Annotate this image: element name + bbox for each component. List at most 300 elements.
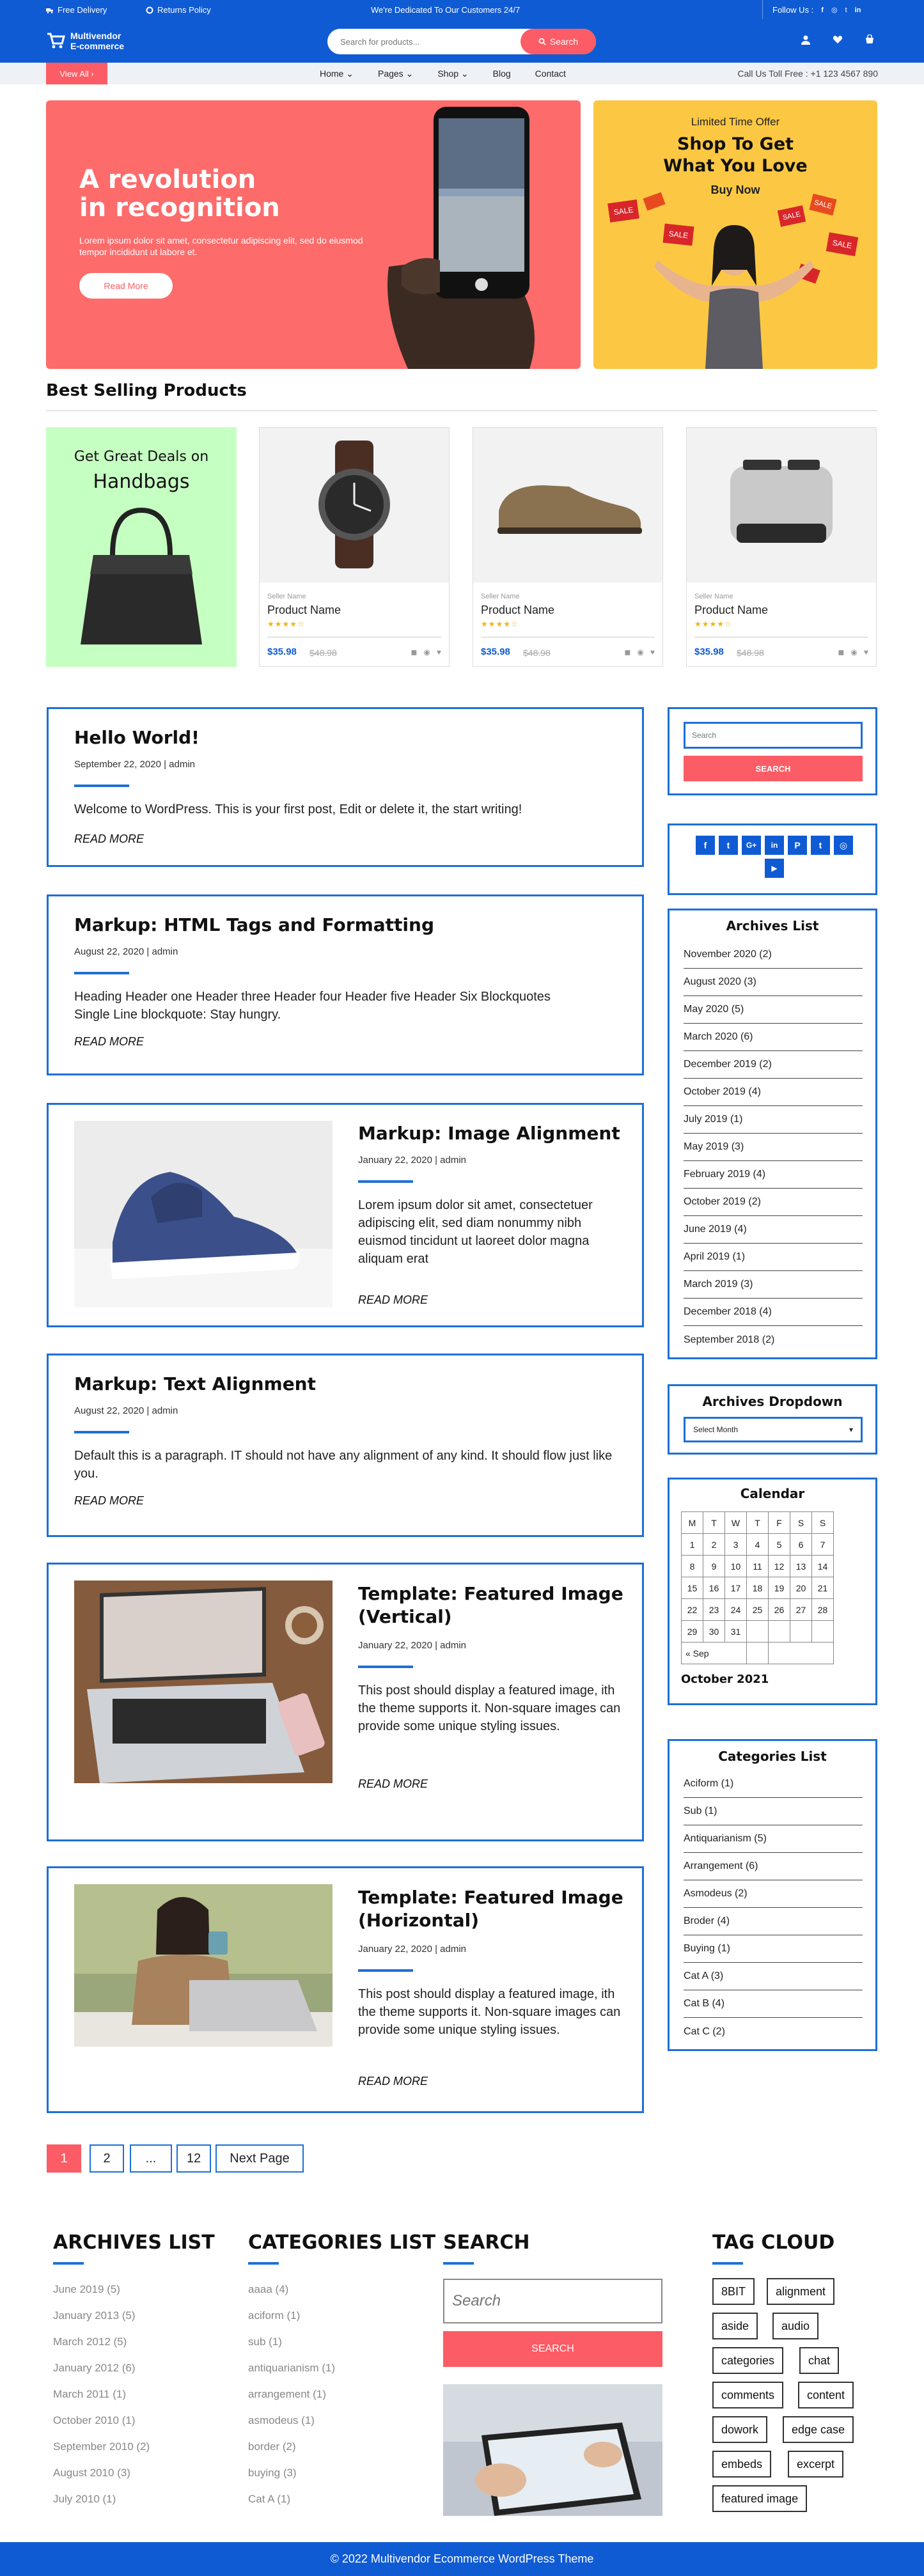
twitter-icon[interactable]: t (719, 836, 738, 855)
top-bar (0, 0, 924, 19)
calendar-day: 12 (769, 1556, 790, 1577)
seller-name[interactable]: Seller Name (267, 593, 306, 600)
eye-icon[interactable]: ◉ (423, 648, 430, 657)
footer-search-title: SEARCH (443, 2231, 530, 2254)
nav-bar (0, 63, 924, 84)
search-widget (668, 707, 877, 795)
divider (762, 0, 763, 19)
menu-home[interactable] (320, 68, 354, 79)
post-meta: January 22, 2020 | admin (358, 1640, 467, 1651)
footer-category-item[interactable]: asmodeus (1) (248, 2414, 315, 2426)
calendar-day: 13 (790, 1556, 812, 1577)
logo[interactable] (46, 31, 124, 51)
month-select-value: Select Month (693, 1425, 739, 1434)
weekday: S (790, 1512, 812, 1534)
calendar-day: 25 (747, 1599, 769, 1621)
tag-item[interactable]: embeds (712, 2451, 771, 2478)
category-item[interactable]: Buying (1) (684, 1935, 863, 1963)
footer-category-item[interactable]: buying (3) (248, 2467, 297, 2479)
toll-free: Call Us Toll Free : +1 123 4567 890 (737, 68, 878, 79)
logo-line1: Multivendor (70, 31, 121, 41)
watch-image (303, 441, 405, 568)
twitter-icon[interactable]: t (845, 6, 847, 14)
facebook-icon[interactable]: f (696, 836, 715, 855)
footer-archives-title: ARCHIVES LIST (53, 2231, 215, 2254)
calendar-widget (668, 1478, 877, 1705)
archives-dropdown-widget (668, 1384, 877, 1455)
copyright-bar (0, 2542, 924, 2576)
blog-post (47, 894, 644, 1075)
accent-bar (74, 785, 129, 787)
free-delivery (46, 5, 107, 15)
calendar-day: 7 (812, 1534, 834, 1556)
eye-icon[interactable]: ◉ (850, 648, 857, 657)
archives-title: Archives List (726, 918, 819, 933)
calendar-day (769, 1621, 790, 1643)
product-card[interactable] (259, 427, 450, 667)
footer-archive-item[interactable]: September 2010 (2) (53, 2440, 150, 2453)
archive-item[interactable]: December 2019 (2) (684, 1051, 863, 1079)
tag-item[interactable]: dowork (712, 2416, 767, 2443)
read-more-link[interactable]: READ MORE (358, 2075, 428, 2088)
read-more-link[interactable]: READ MORE (74, 832, 145, 845)
tag-item[interactable]: comments (712, 2382, 783, 2408)
archives-widget (668, 909, 877, 1359)
calendar-day: 28 (812, 1599, 834, 1621)
heart-icon[interactable]: ♥ (436, 648, 441, 657)
read-more-link[interactable]: READ MORE (358, 1293, 428, 1306)
footer-archive-item[interactable]: March 2011 (1) (53, 2388, 127, 2400)
blog-post (47, 1866, 644, 2113)
follow-label: Follow Us : (772, 5, 814, 15)
page-ellipsis: ... (130, 2144, 172, 2173)
view-all-button[interactable]: View All › (46, 63, 107, 84)
tumblr-icon[interactable]: t (811, 836, 830, 855)
archive-item[interactable]: February 2019 (4) (684, 1161, 863, 1189)
accent-bar (358, 1969, 413, 1972)
category-item[interactable]: Broder (4) (684, 1908, 863, 1935)
footer-categories-title: CATEGORIES LIST (248, 2231, 436, 2254)
menu-contact[interactable]: Contact (535, 68, 566, 79)
footer-category-item[interactable]: border (2) (248, 2440, 296, 2453)
next-page-button[interactable]: Next Page (215, 2144, 304, 2173)
product-card[interactable] (473, 427, 663, 667)
promo-deal-line2: Handbags (93, 471, 190, 493)
social-icons (691, 836, 857, 878)
calendar-day: 26 (769, 1599, 790, 1621)
calendar-day: 4 (747, 1534, 769, 1556)
hero-text: Lorem ipsum dolor sit amet, consectetur adipiscing elit, sed do eiusmod tempor incididunt ut labore et. (79, 235, 363, 257)
tag-item[interactable]: categories (712, 2347, 783, 2374)
calendar-day (790, 1621, 812, 1643)
calendar-day: 20 (790, 1577, 812, 1599)
category-item[interactable]: Aciform (1) (684, 1770, 863, 1798)
archive-item[interactable]: November 2020 (2) (684, 941, 863, 969)
tag-item[interactable]: content (798, 2382, 854, 2408)
read-more-link[interactable]: READ MORE (74, 1494, 145, 1507)
hero-title (79, 166, 280, 222)
read-more-link[interactable]: READ MORE (358, 1777, 428, 1790)
menu-pages-label: Pages (377, 68, 403, 79)
promo-deal-line1: Get Great Deals on (74, 449, 209, 465)
hero-banner (46, 100, 581, 369)
sidebar-search-button[interactable]: SEARCH (684, 756, 863, 781)
product-image (260, 428, 449, 582)
tag-item[interactable]: featured image (712, 2485, 807, 2512)
calendar-day: 19 (769, 1577, 790, 1599)
post-title[interactable]: Markup: Image Alignment (358, 1123, 620, 1144)
footer-category-item[interactable]: antiquarianism (1) (248, 2362, 336, 2374)
social-widget (668, 824, 877, 895)
archive-item[interactable]: May 2020 (5) (684, 996, 863, 1024)
chevron-down-icon: ⌄ (346, 68, 354, 79)
heart-icon[interactable]: ♥ (650, 648, 655, 657)
calendar-day: 9 (703, 1556, 725, 1577)
footer-archive-item[interactable]: January 2012 (6) (53, 2362, 136, 2374)
calendar-day: 30 (703, 1621, 725, 1643)
hero-title-line2: in recognition (79, 193, 280, 222)
tag-item[interactable]: alignment (767, 2278, 834, 2305)
calendar-next (769, 1643, 834, 1664)
accent-bar (712, 2262, 743, 2265)
calendar-table (681, 1511, 834, 1664)
calendar-blank (747, 1643, 769, 1664)
archive-item[interactable]: March 2020 (6) (684, 1024, 863, 1051)
footer-search-button[interactable]: SEARCH (443, 2331, 662, 2367)
calendar-day: 22 (682, 1599, 703, 1621)
product-image (687, 428, 876, 582)
archive-item[interactable]: April 2019 (1) (684, 1244, 863, 1271)
footer-category-item[interactable]: aaaa (4) (248, 2283, 289, 2295)
calendar-day: 21 (812, 1577, 834, 1599)
footer-category-item[interactable]: aciform (1) (248, 2309, 301, 2322)
category-item[interactable]: Cat A (3) (684, 1963, 863, 1990)
instagram-icon[interactable]: ◎ (834, 836, 853, 855)
youtube-icon[interactable]: ▶ (765, 859, 784, 878)
footer-archive-item[interactable]: March 2012 (5) (53, 2336, 127, 2348)
calendar-day: 29 (682, 1621, 703, 1643)
blog-post (47, 1354, 644, 1537)
refresh-icon (146, 6, 153, 14)
archive-item[interactable]: October 2019 (2) (684, 1189, 863, 1216)
hand-phone-image (363, 100, 581, 369)
calendar-title: Calendar (740, 1486, 805, 1501)
product-actions (411, 648, 441, 657)
calendar-day: 3 (725, 1534, 747, 1556)
calendar-day: 2 (703, 1534, 725, 1556)
calendar-day: 11 (747, 1556, 769, 1577)
archives-list (684, 941, 863, 1354)
sale-tag: SALE (809, 194, 836, 215)
calendar-day: 23 (703, 1599, 725, 1621)
calendar-week (682, 1577, 834, 1599)
main-menu (320, 68, 566, 79)
post-excerpt: Heading Header one Header three Header four Header five Header Six Blockquotes Single Line blockquote: Stay hungry. (74, 990, 551, 1022)
weekday: T (703, 1512, 725, 1534)
post-excerpt: This post should display a featured image, ith the theme supports it. Non-square images can provide some unique styling issues. (358, 1987, 621, 2037)
footer-archives-list (53, 2283, 150, 2519)
handbag-image (74, 504, 208, 651)
woman-image (651, 209, 817, 369)
archive-item[interactable]: July 2019 (1) (684, 1106, 863, 1134)
categories-list (684, 1770, 863, 2045)
weekday: F (769, 1512, 790, 1534)
cart-icon[interactable]: ◼ (838, 648, 845, 657)
copyright-text: © 2022 Multivendor Ecommerce WordPress Theme (330, 2552, 594, 2565)
old-price: $48.98 (523, 648, 551, 658)
search-button[interactable] (521, 29, 596, 54)
product-name[interactable]: Product Name (267, 604, 341, 616)
post-title[interactable]: Markup: HTML Tags and Formatting (74, 914, 435, 935)
instagram-icon[interactable]: ◎ (831, 6, 838, 14)
price: $35.98 (481, 646, 510, 657)
post-thumbnail[interactable] (74, 1884, 333, 2047)
cart-icon[interactable] (865, 35, 875, 45)
blog-post (47, 707, 644, 867)
tag-item[interactable]: chat (799, 2347, 839, 2374)
footer-archive-item[interactable]: July 2010 (1) (53, 2493, 116, 2505)
price: $35.98 (694, 646, 724, 657)
post-excerpt: Lorem ipsum dolor sit amet, consectetuer adipiscing elit, sed diam nonummy nibh euismod tincidunt ut laoreet dolor magna aliquam erat (358, 1198, 593, 1266)
accent-bar (53, 2262, 84, 2265)
calendar-day: 14 (812, 1556, 834, 1577)
category-item[interactable]: Sub (1) (684, 1798, 863, 1825)
search-button-label: Search (549, 36, 579, 47)
hero-title-line1: A revolution (79, 165, 256, 194)
archive-item[interactable]: June 2019 (4) (684, 1216, 863, 1244)
product-name[interactable]: Product Name (481, 604, 555, 616)
post-meta: January 22, 2020 | admin (358, 1944, 467, 1955)
user-icon[interactable] (801, 35, 811, 45)
product-actions (624, 648, 655, 657)
post-title[interactable]: Template: Featured Image (Vertical) (358, 1583, 623, 1627)
view-all-label: View All (59, 68, 89, 79)
accent-bar (74, 972, 129, 974)
sale-tag: SALE (663, 224, 694, 246)
sale-tag: SALE (607, 199, 639, 222)
blog-post (47, 1103, 644, 1327)
month-select[interactable] (684, 1417, 863, 1442)
archive-item[interactable]: October 2019 (4) (684, 1079, 863, 1106)
footer-category-item[interactable]: arrangement (1) (248, 2388, 326, 2400)
price: $35.98 (267, 646, 297, 657)
page-1-button[interactable]: 1 (47, 2144, 81, 2173)
menu-blog[interactable]: Blog (492, 68, 511, 79)
footer-categories-list (248, 2283, 335, 2519)
post-meta: August 22, 2020 | admin (74, 1405, 178, 1416)
archive-item[interactable]: December 2018 (4) (684, 1299, 863, 1326)
category-item[interactable]: Arrangement (6) (684, 1853, 863, 1880)
calendar-day: 6 (790, 1534, 812, 1556)
categories-title: Categories List (718, 1749, 827, 1764)
category-item[interactable]: Cat B (4) (684, 1990, 863, 2018)
menu-home-label: Home (320, 68, 344, 79)
dropdown-title: Archives Dropdown (702, 1394, 843, 1409)
accent-bar (74, 1431, 129, 1433)
page-12-button[interactable]: 12 (176, 2144, 211, 2173)
calendar-prev-link[interactable]: « Sep (682, 1643, 747, 1664)
calendar-week (682, 1534, 834, 1556)
footer-search-input[interactable] (443, 2279, 662, 2323)
calendar-week (682, 1556, 834, 1577)
section-divider (46, 410, 877, 411)
footer-category-item[interactable]: sub (1) (248, 2336, 282, 2348)
category-item[interactable]: Cat C (2) (684, 2026, 725, 2037)
calendar-day: 8 (682, 1556, 703, 1577)
rating-stars: ★★★★☆ (694, 620, 732, 628)
truck-icon (46, 6, 54, 14)
footer-category-item[interactable]: Cat A (1) (248, 2493, 291, 2505)
product-image (473, 428, 662, 582)
header (0, 19, 924, 63)
handbag-promo[interactable] (46, 427, 237, 667)
accent-bar (443, 2262, 474, 2265)
old-price: $48.98 (737, 648, 764, 658)
read-more-button[interactable]: Read More (79, 273, 173, 299)
buy-now-link[interactable]: Buy Now (710, 183, 760, 196)
promo-title (593, 134, 877, 177)
post-meta: August 22, 2020 | admin (74, 946, 178, 957)
chevron-down-icon: ⌄ (460, 68, 469, 79)
post-excerpt: Welcome to WordPress. This is your first post, Edit or delete it, the start writing! (74, 802, 522, 816)
eye-icon[interactable]: ◉ (637, 648, 644, 657)
post-meta: September 22, 2020 | admin (74, 759, 196, 770)
heart-icon[interactable]: ♥ (863, 648, 868, 657)
tag-item[interactable]: 8BIT (712, 2278, 755, 2305)
archive-item[interactable]: September 2018 (2) (684, 1334, 775, 1345)
calendar-month: October 2021 (681, 1673, 769, 1686)
categories-widget (668, 1739, 877, 2051)
post-excerpt: Default this is a paragraph. IT should not have any alignment of any kind. It should flow just like you. (74, 1449, 613, 1481)
menu-shop-label: Shop (437, 68, 459, 79)
post-thumbnail[interactable] (74, 1121, 333, 1308)
calendar-day: 18 (747, 1577, 769, 1599)
menu-shop[interactable] (437, 68, 468, 79)
sidebar-search-input[interactable] (684, 722, 863, 749)
woman-laptop-image (74, 1884, 333, 2047)
category-item[interactable]: Antiquarianism (5) (684, 1825, 863, 1853)
blog-post (47, 1563, 644, 1841)
returns-label: Returns Policy (157, 5, 211, 15)
calendar-day: 1 (682, 1534, 703, 1556)
footer-archive-item[interactable]: August 2010 (3) (53, 2467, 130, 2479)
weekday: M (682, 1512, 703, 1534)
weekday: S (812, 1512, 834, 1534)
calendar-week (682, 1621, 834, 1643)
chevron-down-icon: ⌄ (405, 68, 414, 79)
archive-item[interactable]: May 2019 (3) (684, 1134, 863, 1161)
post-thumbnail[interactable] (74, 1581, 333, 1783)
tag-item[interactable]: edge case (783, 2416, 854, 2443)
heart-icon[interactable] (833, 35, 843, 45)
free-delivery-label: Free Delivery (58, 5, 107, 15)
product-actions (838, 648, 868, 657)
page-2-button[interactable]: 2 (90, 2144, 124, 2173)
header-search (327, 29, 596, 54)
calendar-day: 16 (703, 1577, 725, 1599)
toaster-image (724, 453, 839, 556)
product-card[interactable] (686, 427, 877, 667)
rating-stars: ★★★★☆ (481, 620, 519, 628)
product-name[interactable]: Product Name (694, 604, 769, 616)
caret-down-icon: ▾ (849, 1425, 853, 1434)
laptop-image (74, 1581, 333, 1783)
calendar-day: 15 (682, 1577, 703, 1599)
sneaker-image (74, 1121, 333, 1308)
category-item[interactable]: Asmodeus (2) (684, 1880, 863, 1908)
linkedin-icon[interactable]: in (854, 6, 861, 14)
best-selling-title: Best Selling Products (46, 381, 247, 400)
pinterest-icon[interactable]: P (788, 836, 807, 855)
accent-bar (358, 1180, 413, 1183)
cart-icon[interactable]: ◼ (411, 648, 418, 657)
accent-bar (248, 2262, 279, 2265)
promo-title-line1: Shop To Get (677, 134, 794, 154)
archive-item[interactable]: August 2020 (3) (684, 969, 863, 996)
weekday: T (747, 1512, 769, 1534)
follow-us (772, 5, 861, 15)
post-title[interactable]: Template: Featured Image (Horizontal) (358, 1887, 623, 1931)
seller-name[interactable]: Seller Name (481, 593, 520, 600)
calendar-day: 31 (725, 1621, 747, 1643)
post-title[interactable]: Hello World! (74, 727, 200, 748)
footer-archive-item[interactable]: October 2010 (1) (53, 2414, 136, 2426)
search-icon (538, 38, 546, 45)
footer-archive-item[interactable]: January 2013 (5) (53, 2309, 136, 2322)
archive-item[interactable]: March 2019 (3) (684, 1271, 863, 1299)
shoe-image (492, 472, 646, 543)
calendar-day: 27 (790, 1599, 812, 1621)
cart-logo-icon (46, 32, 65, 50)
sale-tag: SALE (826, 232, 859, 256)
calendar-day (747, 1621, 769, 1643)
calendar-day: 24 (725, 1599, 747, 1621)
logo-line2: E-commerce (70, 41, 125, 51)
dedicated-text: We're Dedicated To Our Customers 24/7 (371, 5, 521, 15)
promo-title-line2: What You Love (663, 156, 808, 176)
read-more-link[interactable]: READ MORE (74, 1035, 145, 1048)
tablet-hands-image (443, 2384, 662, 2516)
returns-policy[interactable] (146, 5, 211, 15)
cart-icon[interactable]: ◼ (624, 648, 631, 657)
calendar-nav-row (682, 1643, 834, 1664)
sale-tag: SALE (778, 205, 806, 227)
post-meta: January 22, 2020 | admin (358, 1155, 467, 1166)
header-icons (801, 35, 875, 45)
footer-archive-item[interactable]: June 2019 (5) (53, 2283, 120, 2295)
seller-name[interactable]: Seller Name (694, 593, 733, 600)
tag-item[interactable]: audio (772, 2313, 818, 2339)
menu-pages[interactable] (378, 68, 413, 79)
calendar-day (812, 1621, 834, 1643)
accent-bar (358, 1666, 413, 1668)
tag-item[interactable]: excerpt (788, 2451, 843, 2478)
facebook-icon[interactable]: f (821, 6, 824, 14)
old-price: $48.98 (309, 648, 337, 658)
post-title[interactable]: Markup: Text Alignment (74, 1373, 316, 1394)
weekday: W (725, 1512, 747, 1534)
calendar-day: 5 (769, 1534, 790, 1556)
promo-banner (593, 100, 877, 369)
footer-tag-cloud-title: TAG CLOUD (712, 2231, 835, 2254)
promo-kicker: Limited Time Offer (691, 116, 780, 128)
calendar-day: 10 (725, 1556, 747, 1577)
search-input[interactable] (340, 35, 506, 48)
google-plus-icon[interactable]: G+ (742, 836, 761, 855)
linkedin-icon[interactable]: in (765, 836, 784, 855)
post-excerpt: This post should display a featured image, ith the theme supports it. Non-square images can provide some unique styling issues. (358, 1683, 621, 1733)
tag-item[interactable]: aside (712, 2313, 758, 2339)
